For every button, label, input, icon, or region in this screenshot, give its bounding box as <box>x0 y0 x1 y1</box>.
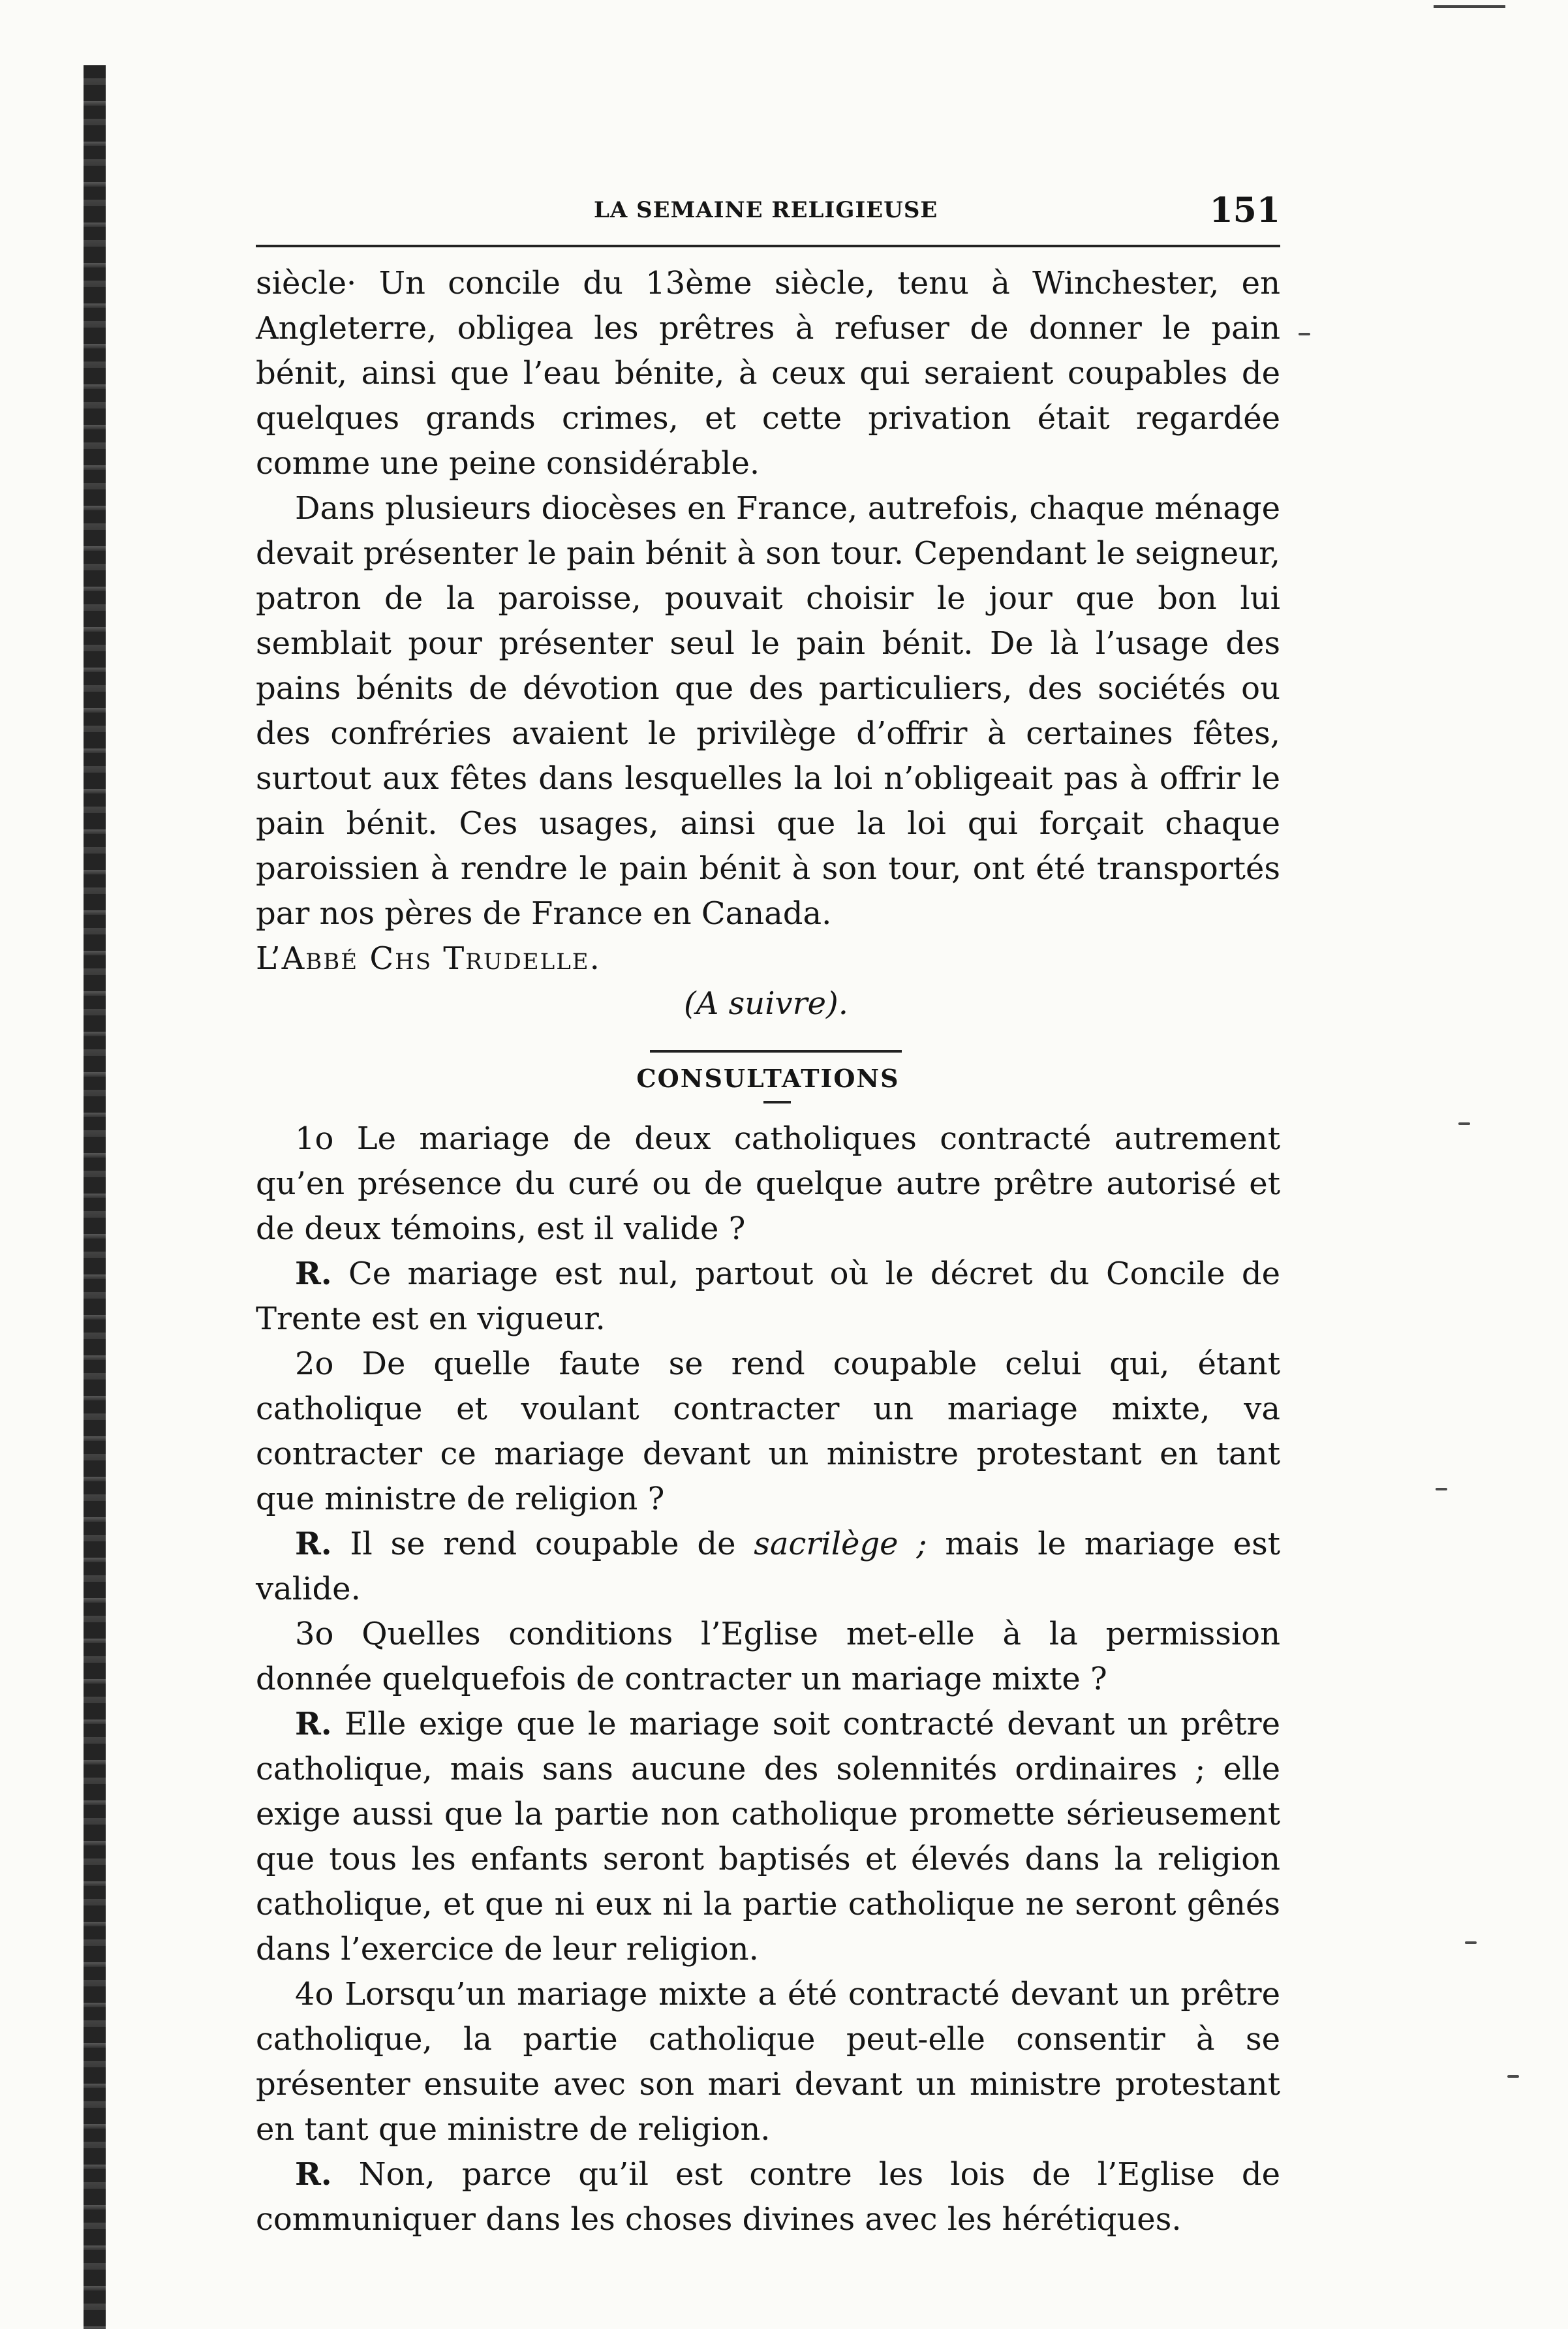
answer-label: R. <box>295 2156 332 2193</box>
scan-speck <box>1465 1941 1477 1944</box>
author-signature: L’Abbé Chs Trudelle. <box>256 940 601 977</box>
answer-text: Ce mariage est nul, partout où le décret du Concile de Trente est en vigueur. <box>256 1256 1280 1337</box>
consultation-answer <box>256 2152 1280 2242</box>
section-divider <box>650 1050 902 1053</box>
answer-label: R. <box>295 1706 332 1742</box>
article-paragraph: Dans plusieurs diocèses en France, autrefois, chaque ménage devait présenter le pain bénit à son tour. Cependant le seigneur, patron de la paroisse, pouvait choisir le jour que bon lui semblait pour présenter seul le pain bénit. De là l’usage des pains bénits de dévotion que des particuliers, des sociétés ou des confréries avaient le privilège d’offrir à certaines fêtes, surtout aux fêtes dans lesquelles la loi n’obligeait pas à offrir le pain bénit. Ces usages, ainsi que la loi qui forçait chaque paroissien à rendre le pain bénit à son tour, ont été transportés par nos pères de France en Canada. <box>256 490 1280 932</box>
scan-corner-mark <box>1434 5 1505 8</box>
answer-emphasis: sacrilège ; <box>754 1526 927 1562</box>
running-title: LA SEMAINE RELIGIEUSE <box>594 197 938 223</box>
continuation-note: (A suivre). <box>684 985 848 1022</box>
page-content <box>256 261 1280 2242</box>
header-rule <box>256 245 1280 247</box>
consultation-answer <box>256 1522 1280 1612</box>
answer-text: Elle exige que le mariage soit contracté devant un prêtre catholique, mais sans aucune des solennités ordinaires ; elle exige aussi que la partie non catholique promette sérieusement que tous les enfants seront baptisés et élevés dans la religion catholique, et que ni eux ni la partie catholique ne seront gênés dans l’exercice de leur religion. <box>256 1706 1281 1967</box>
answer-text: mais le mariage est valide. <box>256 1526 1281 1607</box>
page-header <box>256 191 1280 236</box>
answer-text: Non, parce qu’il est contre les lois de l’Eglise de communiquer dans les choses divines avec les hérétiques. <box>256 2156 1280 2238</box>
consultation-question: 3o Quelles conditions l’Eglise met-elle à la permission donnée quelquefois de contracter un mariage mixte ? <box>256 1616 1280 1697</box>
scan-speck <box>1299 333 1310 335</box>
consultation-question: 1o Le mariage de deux catholiques contracté autrement qu’en présence du curé ou de quelque autre prêtre autorisé et de deux témoins, est il valide ? <box>256 1120 1280 1247</box>
consultations-title: CONSULTATIONS <box>636 1064 900 1093</box>
binding-edge-shadow <box>84 65 106 2329</box>
consultation-answer <box>256 1252 1280 1342</box>
scan-speck <box>1507 2075 1519 2078</box>
scan-speck <box>1458 1122 1470 1125</box>
answer-text: Il se rend coupable de <box>350 1526 736 1562</box>
section-title-rule <box>763 1101 791 1103</box>
answer-label: R. <box>295 1526 332 1562</box>
answer-label: R. <box>295 1256 332 1292</box>
page-number: 151 <box>1209 191 1280 230</box>
article-paragraph: siècle· Un concile du 13ème siècle, tenu à Winchester, en Angleterre, obligea les prêtres à refuser de donner le pain bénit, ainsi que l’eau bénite, à ceux qui seraient coupables de quelques grands crimes, et cette privation était regardée comme une peine considérable. <box>256 265 1280 482</box>
consultation-answer <box>256 1702 1280 1972</box>
consultation-question: 4o Lorsqu’un mariage mixte a été contracté devant un prêtre catholique, la partie catholique peut-elle consentir à se présenter ensuite avec son mari devant un ministre protestant en tant que ministre de religion. <box>256 1976 1280 2148</box>
consultation-question: 2o De quelle faute se rend coupable celui qui, étant catholique et voulant contracter un mariage mixte, va contracter ce mariage devant un ministre protestant en tant que ministre de religion ? <box>256 1346 1280 1517</box>
scan-speck <box>1436 1488 1447 1490</box>
